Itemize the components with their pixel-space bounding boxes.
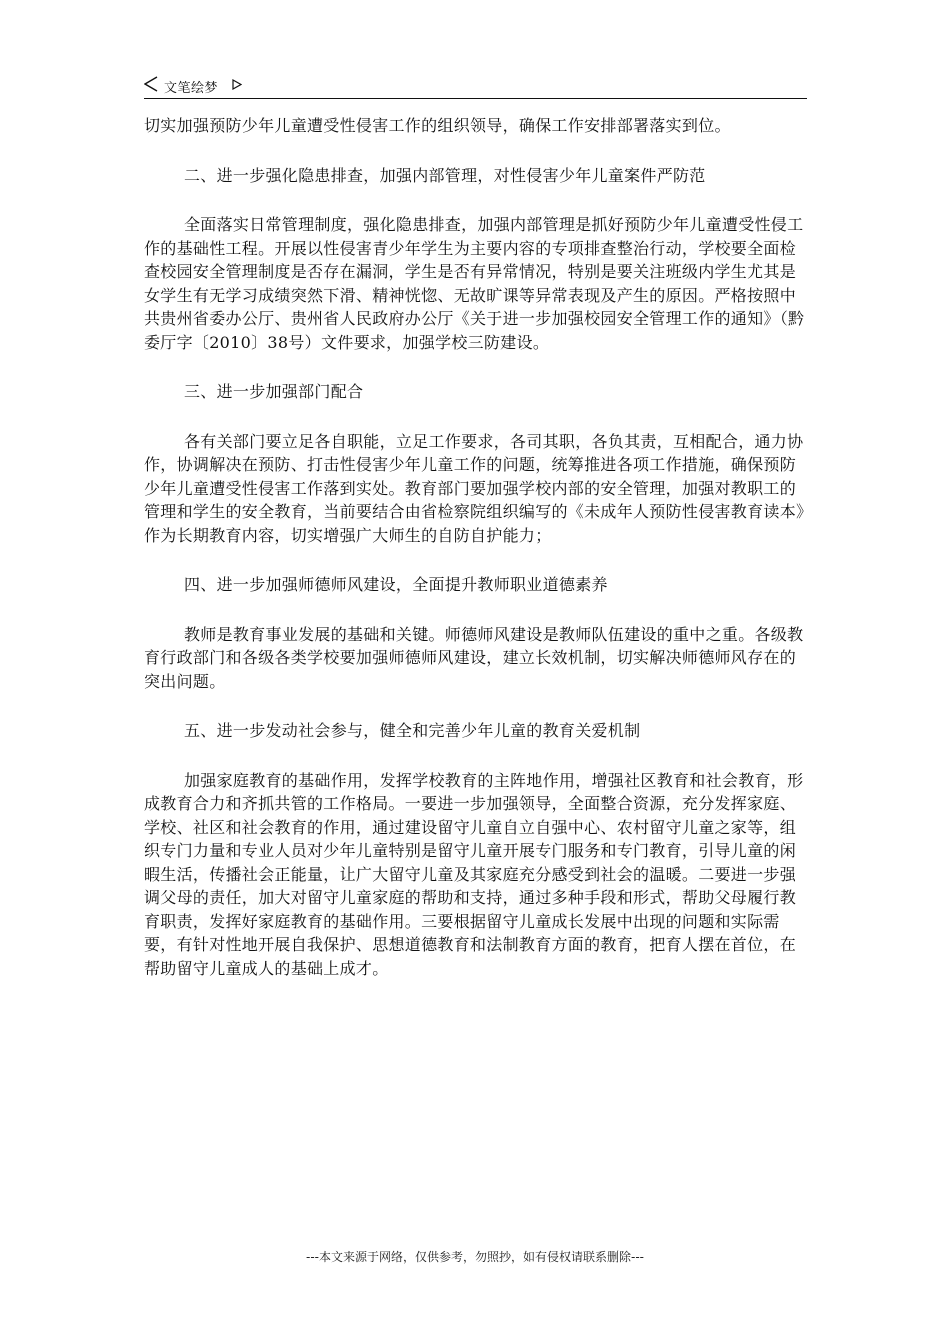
paragraph-section-3: 各有关部门要立足各自职能，立足工作要求，各司其职，各负其责，互相配合，通力协作，协调解决在预防、打击性侵害少年儿童工作的问题，统筹推进各项工作措施，确保预防少年儿童遭受性侵害工作落到实处。教育部门要加强学校内部的安全管理，加强对教职工的管理和学生的安全教育，当前要结合由省检察院组织编写的《未成年人预防性侵害教育读本》作为长期教育内容，切实增强广大师生的自防自护能力； [144, 431, 805, 545]
section-heading-2: 二、进一步强化隐患排查，加强内部管理，对性侵害少年儿童案件严防范 [184, 165, 706, 185]
paragraph-section-2: 全面落实日常管理制度，强化隐患排查，加强内部管理是抓好预防少年儿童遭受性侵工作的基础性工程。开展以性侵害青少年学生为主要内容的专项排查整治行动，学校要全面检查校园安全管理制度是否存在漏洞，学生是否有异常情况，特别是要关注班级内学生尤其是女学生有无学习成绩突然下滑、精神恍惚、无故旷课等异常表现及产生的原因。严格按照中共贵州省委办公厅、贵州省人民政府办公厅《关于进一步加强校园安全管理工作的通知》（黔委厅字〔2010〕38号）文件要求，加强学校三防建设。 [144, 215, 805, 352]
document-body [144, 114, 808, 1006]
brand-label: 文笔绘梦 [164, 81, 219, 96]
page-footer: ---本文来源于网络，仅供参考，勿照抄，如有侵权请联系删除--- [306, 1250, 644, 1264]
paragraph-continuation: 切实加强预防少年儿童遭受性侵害工作的组织领导，确保工作安排部署落实到位。 [144, 116, 731, 135]
triangle-left-icon [144, 76, 158, 92]
page-header [144, 74, 807, 99]
section-heading-4: 四、进一步加强师德师风建设，全面提升教师职业道德素养 [184, 575, 608, 594]
paragraph-section-5: 加强家庭教育的基础作用，发挥学校教育的主阵地作用，增强社区教育和社会教育，形成教育合力和齐抓共管的工作格局。一要进一步加强领导，全面整合资源，充分发挥家庭、学校、社区和社会教育的作用，通过建设留守儿童自立自强中心、农村留守儿童之家等，组织专门力量和专业人员对少年儿童特别是留守儿童开展专门服务和专门教育，引导儿童的闲暇生活，传播社会正能量，让广大留守儿童及其家庭充分感受到社会的温暖。二要进一步强调父母的责任，加大对留守儿童家庭的帮助和支持，通过多种手段和形式，帮助父母履行教育职责，发挥好家庭教育的基础作用。三要根据留守儿童成长发展中出现的问题和实际需要，有针对性地开展自我保护、思想道德教育和法制教育方面的教育，把育人摆在首位，在帮助留守儿童成人的基础上成才。 [144, 770, 804, 978]
paragraph-section-4: 教师是教育事业发展的基础和关键。师德师风建设是教师队伍建设的重中之重。各级教育行政部门和各级各类学校要加强师德师风建设，建立长效机制，切实解决师德师风存在的突出问题。 [144, 624, 804, 691]
section-heading-5: 五、进一步发动社会参与，健全和完善少年儿童的教育关爱机制 [184, 721, 641, 740]
triangle-right-icon [232, 79, 242, 90]
section-heading-3: 三、进一步加强部门配合 [184, 382, 364, 401]
